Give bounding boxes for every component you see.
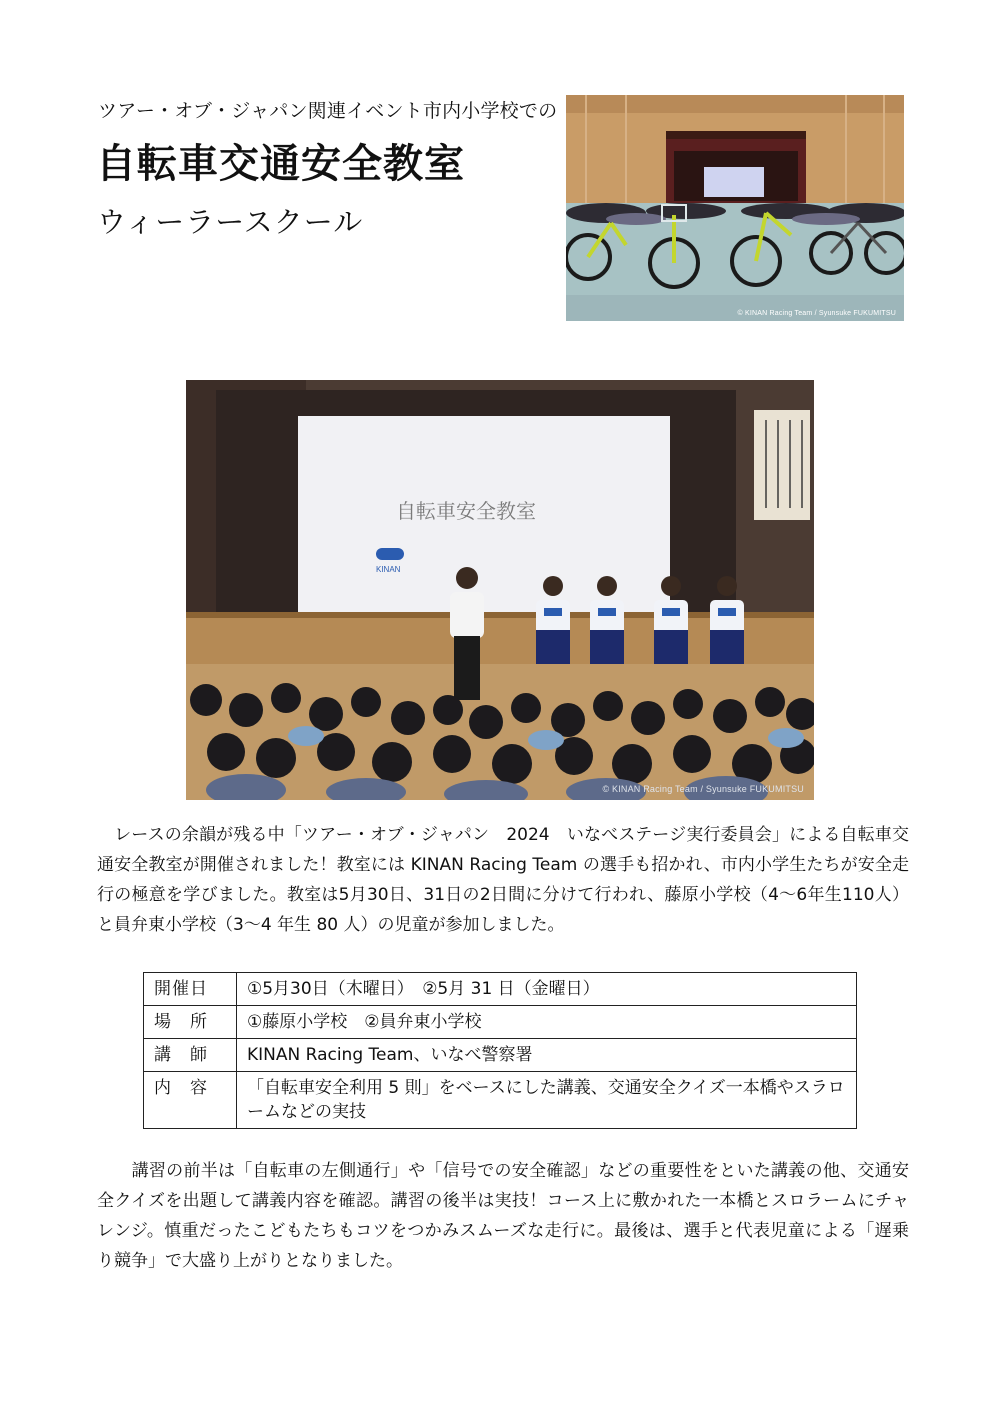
row-label: 内 容	[144, 1072, 237, 1129]
closing-paragraph: 講習の前半は「自転車の左側通行」や「信号での安全確認」などの重要性をといた講義の他、交通安全クイズを出題して講義内容を確認。講習の後半は実技！コース上に敷かれた一本橋とスロラームにチャレンジ。慎重だったこどもたちもコツをつかみスムーズな走行に。最後は、選手と代表児童による「遅乗り競争」で大盛り上がりとなりました。	[97, 1161, 909, 1271]
screen-logo-text: KINAN	[376, 565, 401, 574]
row-value: KINAN Racing Team、いなべ警察署	[237, 1039, 857, 1072]
event-info-table	[143, 972, 857, 1129]
document-subtitle: ツアー・オブ・ジャパン関連イベント市内小学校での	[98, 100, 558, 122]
table-row	[144, 1039, 857, 1072]
gym-bicycles-photo	[566, 95, 904, 321]
table-row	[144, 973, 857, 1006]
document-title: 自転車交通安全教室	[96, 141, 465, 187]
row-value: 「自転車安全利用 5 則」をベースにした講義、交通安全クイズ一本橋やスラロームなどの実技	[237, 1072, 857, 1129]
event-name: ウィーラースクール	[97, 205, 364, 239]
classroom-session-photo	[186, 380, 814, 800]
table-row	[144, 1006, 857, 1039]
row-label: 場 所	[144, 1006, 237, 1039]
table-row	[144, 1072, 857, 1129]
main-photo-credit: © KINAN Racing Team / Syunsuke FUKUMITSU	[602, 784, 804, 794]
row-value: ①5月30日（木曜日） ②5月 31 日（金曜日）	[237, 973, 857, 1006]
row-label: 開催日	[144, 973, 237, 1006]
row-label: 講 師	[144, 1039, 237, 1072]
screen-title: 自転車安全教室	[396, 499, 536, 523]
row-value: ①藤原小学校 ②員弁東小学校	[237, 1006, 857, 1039]
intro-paragraph: レースの余韻が残る中「ツアー・オブ・ジャパン 2024 いなべステージ実行委員会」による自転車交通安全教室が開催されました！教室には KINAN Racing Team の選手も招かれ、市内小学生たちが安全走行の極意を学びました。教室は5月30日、31日の2日間に分けて行われ、藤原小学校（4～6年生110人）と員弁東小学校（3～4 年生 80 人）の児童が参加しました。	[97, 825, 909, 935]
top-photo-credit: © KINAN Racing Team / Syunsuke FUKUMITSU	[737, 310, 896, 317]
